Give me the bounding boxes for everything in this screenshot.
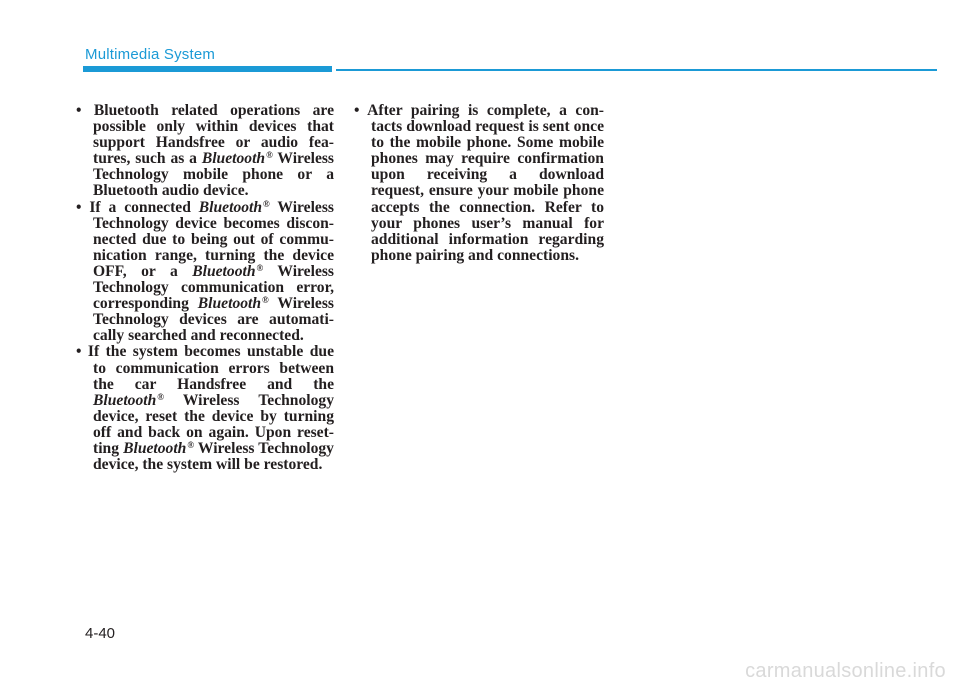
watermark: carmanualsonline.info xyxy=(745,660,946,682)
bullet-item-contacts-download: • After pairing is complete, a con-tacts download request is sent once to the mobile phone. Some mobile phones may require confirmation upon receiving a download request, ensure your mobile phone accepts the connection. Refer to your phones user’s manual for additional information regarding phone pairing and connections. xyxy=(354,102,604,264)
bluetooth-trademark: Bluetooth® xyxy=(192,262,264,280)
bullet-item-system-unstable: • If the system becomes unstable due to communication errors between the car Handsfree and the Bluetooth® Wireless Technology device, reset the device by turning off and back on again. Upon reset-ting Bluetooth® Wireless Technology device, the system will be restored. xyxy=(76,343,334,474)
bluetooth-trademark: Bluetooth® xyxy=(93,391,164,409)
header-rule-thick xyxy=(83,66,332,72)
right-column xyxy=(354,103,604,264)
bluetooth-trademark: Bluetooth® xyxy=(197,295,269,313)
bullet-item-bluetooth-operations: • Bluetooth related operations are possible only within devices that support Handsfree or audio fea-tures, such as a Bluetooth® Wireless Technology mobile phone or a Bluetooth audio device. xyxy=(76,102,334,200)
bluetooth-trademark: Bluetooth® xyxy=(198,198,270,216)
header-rule-thin xyxy=(336,69,937,71)
bluetooth-trademark: Bluetooth® xyxy=(201,150,273,168)
bullet-item-reconnection: • If a connected Bluetooth® Wireless Technology device becomes discon-nected due to being out of commu-nication range, turning the device OFF, or a Bluetooth® Wireless Technology communication error, corresponding Bluetooth® Wireless Technology devices are automati-cally searched and reconnected. xyxy=(76,198,334,345)
section-title: Multimedia System xyxy=(85,46,216,63)
bluetooth-trademark: Bluetooth® xyxy=(123,439,195,457)
left-column xyxy=(76,103,334,473)
page-number: 4-40 xyxy=(85,625,116,642)
